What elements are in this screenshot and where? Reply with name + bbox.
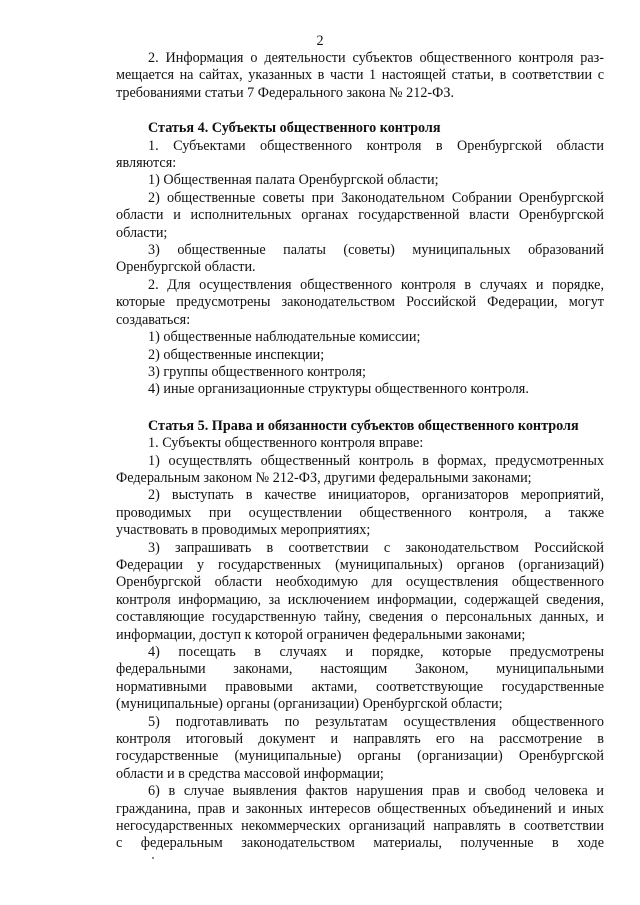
article-4-heading: Статья 4. Субъекты общественного контроля bbox=[148, 120, 441, 137]
text-line: 1) осуществлять общественный контроль в формах, предусмотренных bbox=[148, 452, 604, 469]
text-line: Федерации у государственных (муниципальных) органов (организаций) bbox=[116, 556, 604, 573]
article-5-body bbox=[116, 435, 604, 853]
article-4-body bbox=[116, 138, 604, 399]
text-line: Федеральным законом № 212-ФЗ, другими федеральными законами; bbox=[116, 469, 532, 486]
paragraph-info-publication bbox=[116, 50, 604, 102]
text-line: 5) подготавливать по результатам осуществления общественного bbox=[148, 713, 604, 730]
scan-speck bbox=[152, 857, 154, 859]
text-line: 1. Субъектами общественного контроля в Оренбургской области bbox=[148, 137, 604, 154]
text-line: проводимых при осуществлении общественного контроля, а также bbox=[116, 504, 604, 521]
text-line: государственные (муниципальные) органы (организации) Оренбургской bbox=[116, 748, 604, 765]
text-line: Оренбургской области. bbox=[116, 259, 256, 276]
text-line: (муниципальные) органы (организации) Оренбургской области; bbox=[116, 696, 503, 713]
text-line: нормативными правовыми актами, соответствующие государственные bbox=[116, 678, 604, 695]
text-line: 6) в случае выявления фактов нарушения прав и свобод человека и bbox=[148, 783, 604, 800]
text-line: 2. Для осуществления общественного контроля в случаях и порядке, bbox=[148, 276, 604, 293]
text-line: 4) посещать в случаях и порядке, которые предусмотрены bbox=[148, 644, 604, 660]
text-line: 2. Информация о деятельности субъектов общественного контроля раз- bbox=[148, 50, 604, 66]
text-line: информации, доступ к которой ограничен федеральными законами; bbox=[116, 626, 526, 643]
text-line: области; bbox=[116, 224, 168, 241]
list-item: 1) общественные наблюдательные комиссии; bbox=[148, 329, 421, 346]
text-line: 2) общественные советы при Законодательном Собрании Оренбургской bbox=[148, 189, 604, 206]
text-line: мещается на сайтах, указанных в части 1 настоящей статьи, в соответствии с bbox=[116, 67, 604, 84]
text-line: Оренбургской области необходимую для осуществления общественного bbox=[116, 574, 604, 591]
list-item: 4) иные организационные структуры общественного контроля. bbox=[148, 381, 529, 398]
page-number: 2 bbox=[316, 33, 324, 49]
list-item: 1) Общественная палата Оренбургской области; bbox=[148, 172, 439, 189]
text-line: негосударственных некоммерческих организаций направлять в соответствии bbox=[116, 818, 604, 835]
text-line: которые предусмотрены законодательством Российской Федерации, могут bbox=[116, 294, 604, 311]
list-item: 2) общественные инспекции; bbox=[148, 346, 325, 363]
text-line: 2) выступать в качестве инициаторов, организаторов мероприятий, bbox=[148, 487, 604, 504]
text-line: контроля итоговый документ и направлять его на рассмотрение в bbox=[116, 731, 604, 748]
text-line: требованиями статьи 7 Федерального закона № 212-ФЗ. bbox=[116, 84, 455, 101]
document-body bbox=[116, 50, 604, 853]
list-item: 3) группы общественного контроля; bbox=[148, 363, 366, 380]
text-line: создаваться: bbox=[116, 311, 191, 328]
text-line: 3) общественные палаты (советы) муниципальных образований bbox=[148, 242, 604, 259]
text-line: являются: bbox=[116, 155, 177, 172]
text-line: контроля информацию, за исключением информации, содержащей сведения, bbox=[116, 591, 604, 608]
text-line: составляющие государственную тайну, сведения о персональных данных, и bbox=[116, 609, 604, 626]
text-line: 3) запрашивать в соответствии с законодательством Российской bbox=[148, 539, 604, 556]
text-line: федеральными законами, настоящим Законом, муниципальными bbox=[116, 661, 604, 678]
text-line: участвовать в проводимых мероприятиях; bbox=[116, 522, 371, 539]
text-line: с федеральным законодательством материалы, полученные в ходе bbox=[116, 835, 604, 852]
article-5-heading: Статья 5. Права и обязанности субъектов общественного контроля bbox=[148, 417, 579, 434]
text-line: области и в средства массовой информации; bbox=[116, 765, 384, 782]
text-line: 1. Субъекты общественного контроля вправе: bbox=[148, 435, 424, 452]
text-line: области и исполнительных органах государственной власти Оренбургской bbox=[116, 207, 604, 224]
text-line: гражданина, прав и законных интересов общественных объединений и иных bbox=[116, 800, 604, 817]
